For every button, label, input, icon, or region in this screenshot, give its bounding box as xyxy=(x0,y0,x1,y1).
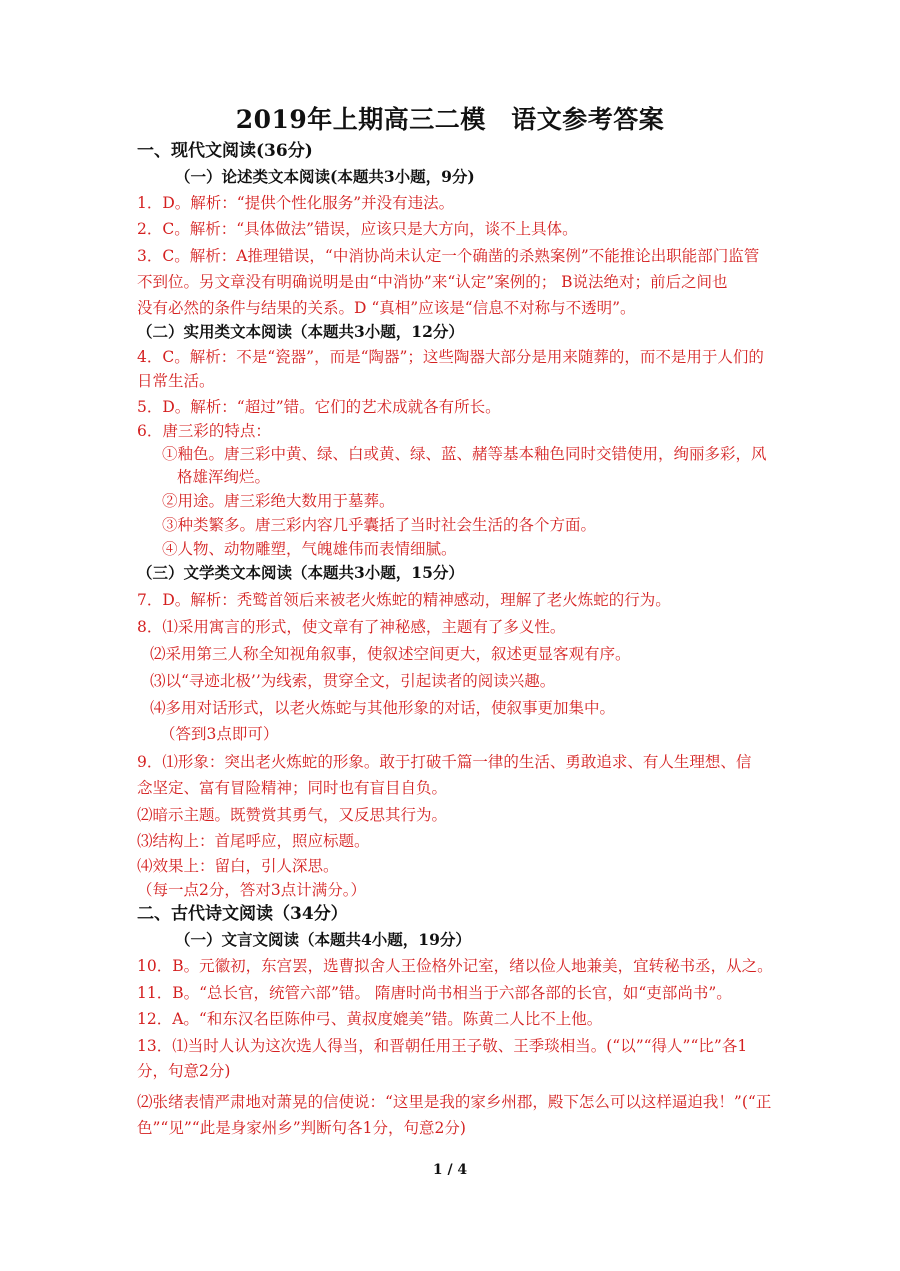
subsection-heading: （三）文学类文本阅读（本题共3小题，15分） xyxy=(137,563,464,582)
answer-line: 分，句意2分) xyxy=(137,1062,231,1080)
answer-line: ②用途。唐三彩绝大数用于墓葬。 xyxy=(162,492,395,510)
page-number: 1 / 4 xyxy=(432,1162,468,1178)
document-title: 2019年上期高三二模 语文参考答案 xyxy=(235,105,665,134)
answer-line: 7．D。解析：秃鹫首领后来被老火炼蛇的精神感动，理解了老火炼蛇的行为。 xyxy=(137,591,671,609)
answer-line: 5．D。解析：“超过”错。它们的艺术成就各有所长。 xyxy=(137,398,501,416)
answer-line: 格雄浑绚烂。 xyxy=(177,468,271,486)
answer-line: 不到位。另文章没有明确说明是由“中消协”来“认定”案例的； B说法绝对；前后之间也 xyxy=(137,273,728,291)
answer-line: 6．唐三彩的特点： xyxy=(137,422,271,440)
answer-line: ③种类繁多。唐三彩内容几乎囊括了当时社会生活的各个方面。 xyxy=(162,516,597,534)
answer-line: ①釉色。唐三彩中黄、绿、白或黄、绿、蓝、赭等基本釉色同时交错使用，绚丽多彩，风 xyxy=(162,445,767,463)
answer-line: ⑶以“寻迹北极’’为线索，贯穿全文，引起读者的阅读兴趣。 xyxy=(150,672,556,690)
answer-line: 8．⑴采用寓言的形式，使文章有了神秘感，主题有了多义性。 xyxy=(137,618,566,636)
answer-line: 日常生活。 xyxy=(137,372,215,390)
subsection-heading: （二）实用类文本阅读（本题共3小题，12分） xyxy=(137,322,464,341)
answer-line: 9．⑴形象：突出老火炼蛇的形象。敢于打破千篇一律的生活、勇敢追求、有人生理想、信 xyxy=(137,753,752,771)
answer-line: ⑵采用第三人称全知视角叙事，使叙述空间更大，叙述更显客观有序。 xyxy=(150,645,631,663)
subsection-heading: （一）文言文阅读（本题共4小题，19分） xyxy=(175,930,471,949)
answer-line: ⑷效果上：留白，引人深思。 xyxy=(137,857,339,875)
answer-line: （答到3点即可） xyxy=(160,725,279,743)
answer-line: （每一点2分，答对3点计满分。） xyxy=(137,881,366,899)
answer-line: 色”“见”“此是身家州乡”判断句各1分，句意2分) xyxy=(137,1119,466,1137)
answer-line: ⑵张绪表情严肃地对萧晃的信使说：“这里是我的家乡州郡，殿下怎么可以这样逼迫我！”(“正 xyxy=(137,1093,772,1111)
answer-line: 4．C。解析：不是“瓷器”，而是“陶器”；这些陶器大部分是用来随葬的，而不是用于人们的 xyxy=(137,348,764,366)
answer-line: ⑵暗示主题。既赞赏其勇气，又反思其行为。 xyxy=(137,806,448,824)
section-heading: 一、现代文阅读(36分) xyxy=(137,141,313,161)
answer-line: 3．C。解析：A推理错误，“中消协尚未认定一个确凿的杀熟案例”不能推论出职能部门监管 xyxy=(137,247,760,265)
answer-line: ④人物、动物雕塑，气魄雄伟而表情细腻。 xyxy=(162,540,457,558)
subsection-heading: （一）论述类文本阅读(本题共3小题，9分) xyxy=(175,167,475,186)
answer-line: 10．B。元徽初，东宫罢，选曹拟舍人王俭格外记室，绪以俭人地兼美，宜转秘书丞，从之。 xyxy=(137,957,773,975)
answer-line: 念坚定、富有冒险精神；同时也有盲目自负。 xyxy=(137,779,448,797)
answer-line: 12．A。“和东汉名臣陈仲弓、黄叔度媲美”错。陈黄二人比不上他。 xyxy=(137,1010,603,1028)
answer-line: 2．C。解析：“具体做法”错误，应该只是大方向，谈不上具体。 xyxy=(137,220,578,238)
answer-line: 没有必然的条件与结果的关系。D “真相”应该是“信息不对称与不透明”。 xyxy=(137,299,636,317)
section-heading: 二、古代诗文阅读（34分） xyxy=(137,904,348,924)
answer-line: 11．B。“总长官，统管六部”错。 隋唐时尚书相当于六部各部的长官，如“吏部尚书”。 xyxy=(137,984,732,1002)
answer-line: 1．D。解析：“提供个性化服务”并没有违法。 xyxy=(137,194,455,212)
answer-line: 13．⑴当时人认为这次选人得当，和晋朝任用王子敬、王季琰相当。(“以”“得人”“比”各1 xyxy=(137,1037,748,1055)
answer-line: ⑶结构上：首尾呼应，照应标题。 xyxy=(137,832,370,850)
answer-line: ⑷多用对话形式，以老火炼蛇与其他形象的对话，使叙事更加集中。 xyxy=(150,699,616,717)
